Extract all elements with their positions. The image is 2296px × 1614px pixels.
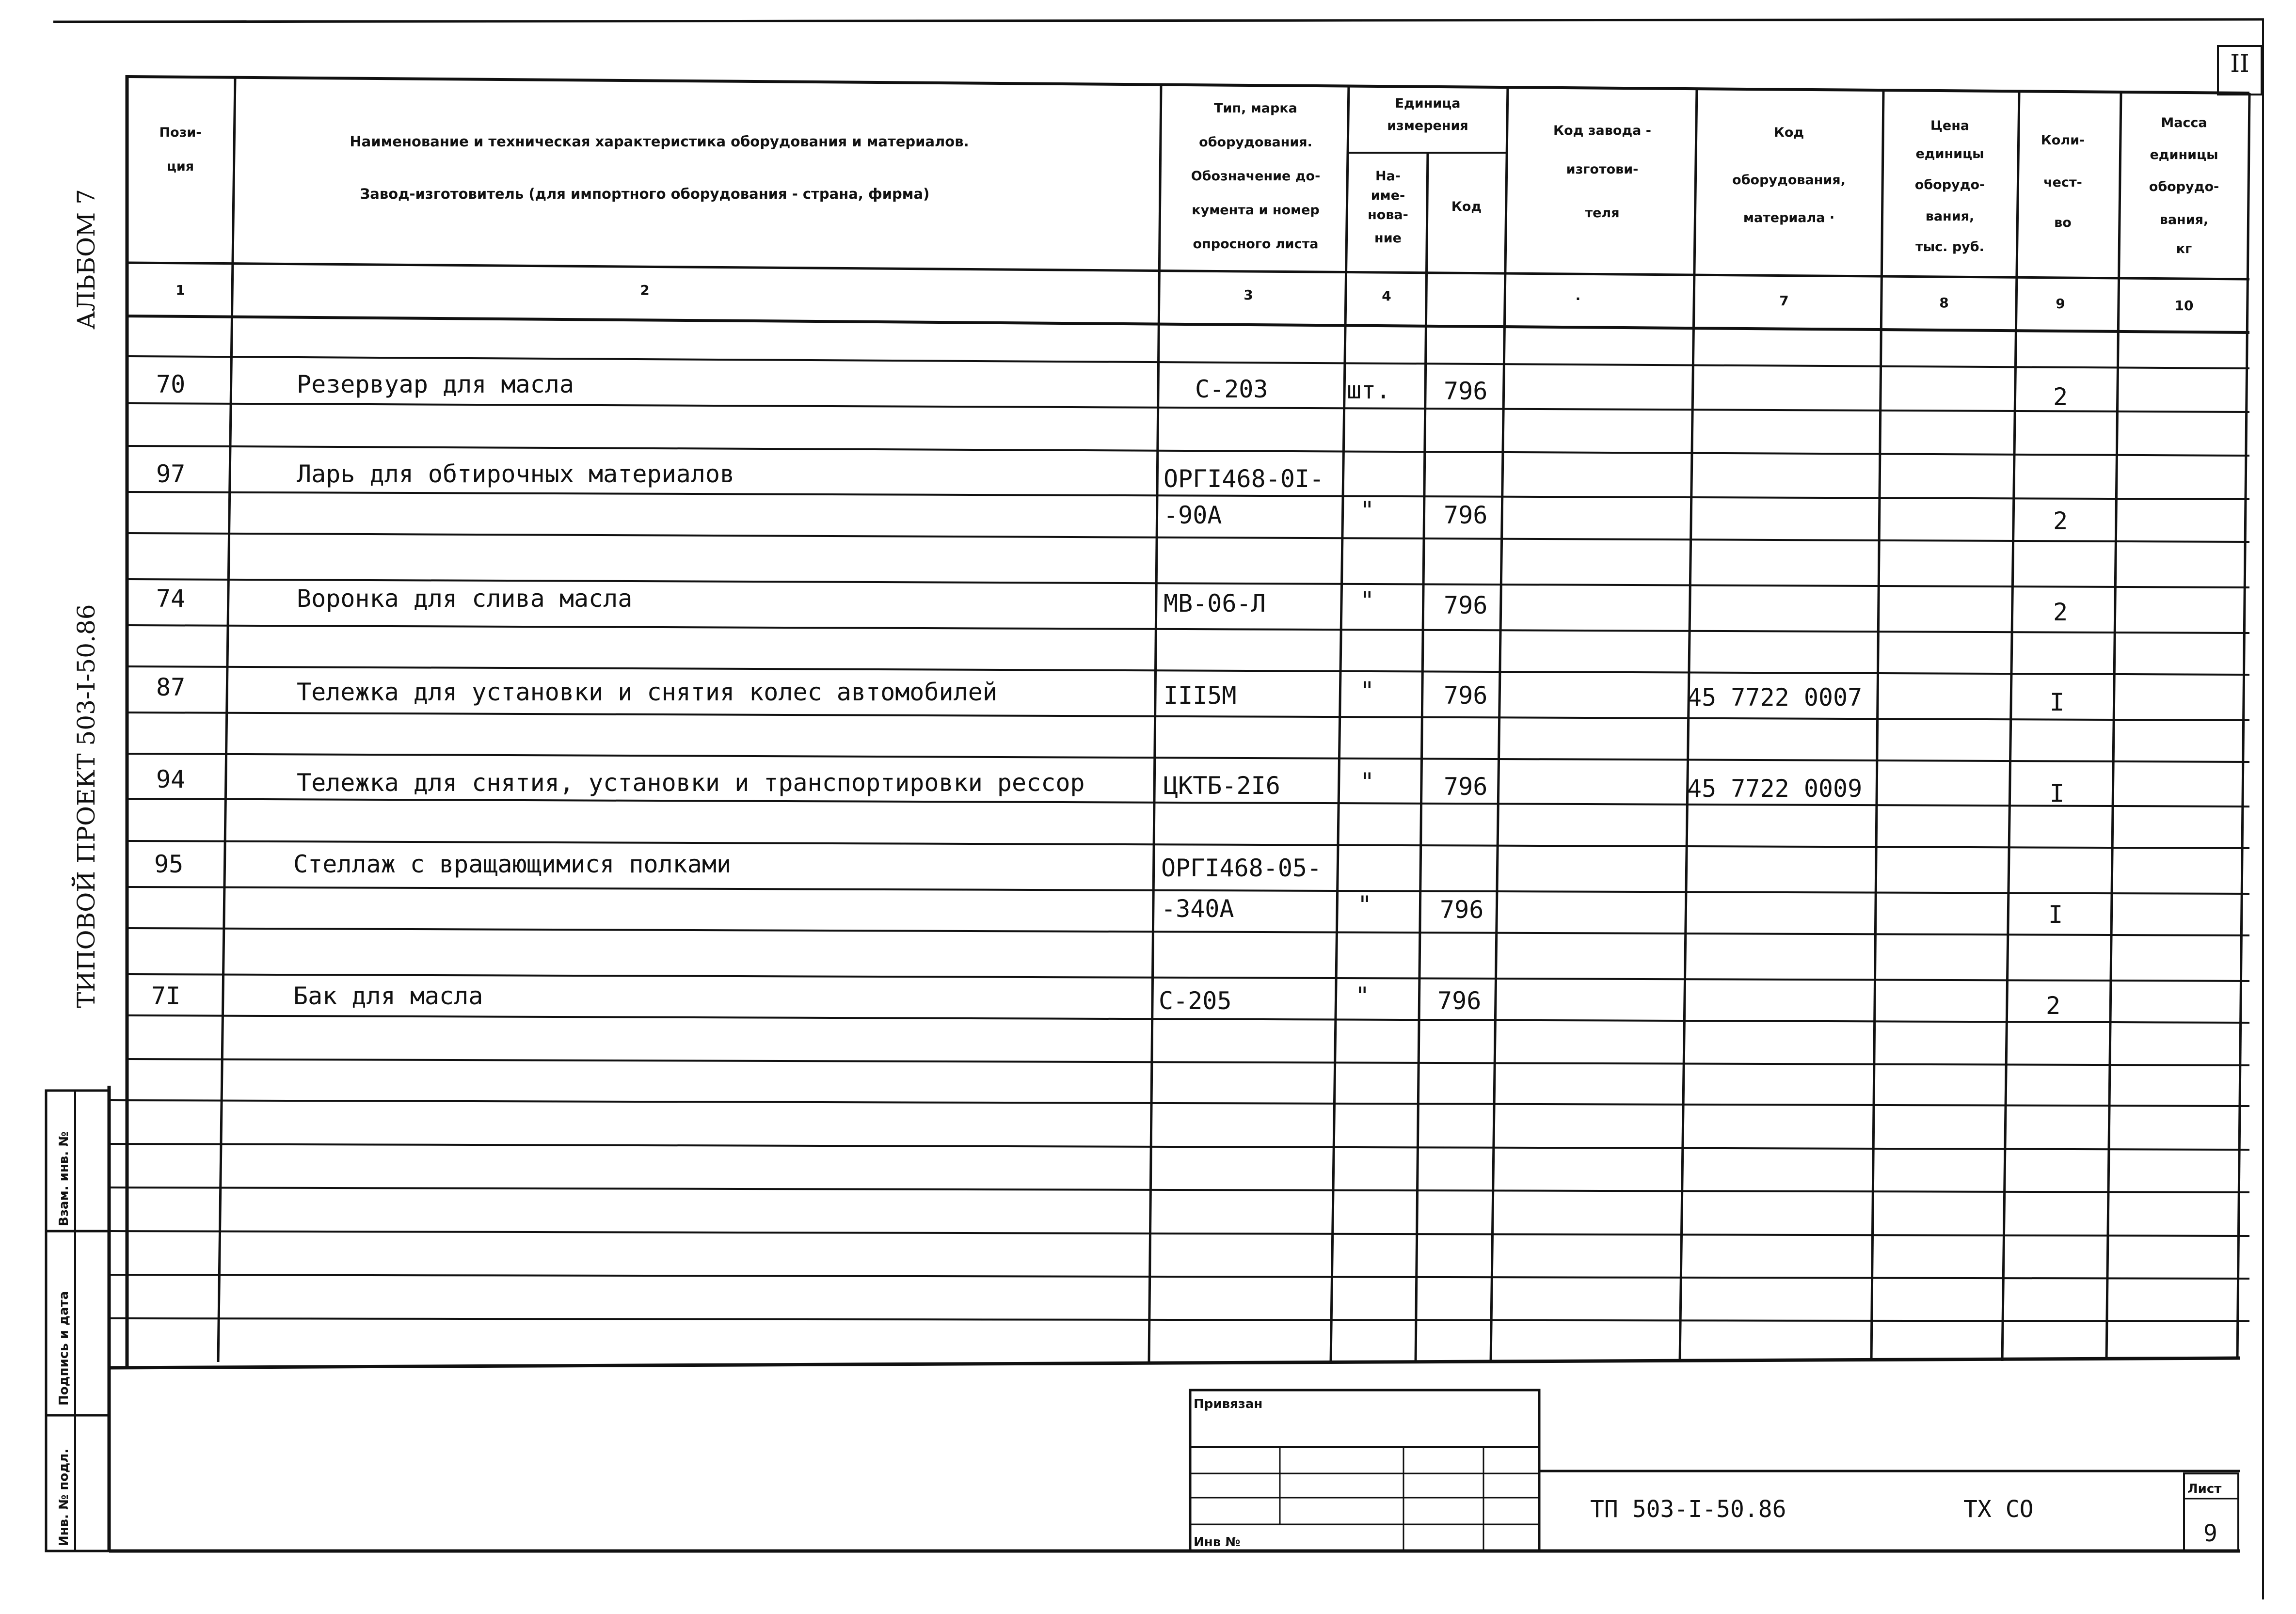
row-quantity: 2 [2053,507,2068,535]
title-block [1590,1473,2238,1551]
svg-text:·: · [1575,291,1581,307]
row-mark-continued: -340А [1161,895,1234,923]
row-unit: " [1360,586,1375,615]
row-position: 94 [156,765,186,793]
table-row [156,585,2068,626]
header-price [1915,118,1985,254]
svg-text:10: 10 [2174,298,2194,314]
row-name: Бак для масла [293,982,483,1010]
svg-text:3: 3 [1244,287,1253,303]
sheet-marker-box [2218,46,2262,95]
stamp-replacement-inv: Взам. инв. № [57,1131,71,1226]
svg-text:На-: На- [1375,169,1401,184]
section-code: ТХ СО [1963,1496,2034,1523]
svg-text:чест-: чест- [2043,175,2082,190]
row-name: Тележка для снятия, установки и транспортировки рессор [297,769,1085,797]
row-unit-code: 796 [1440,896,1484,924]
row-position: 70 [156,370,186,398]
row-unit-code: 796 [1444,501,1488,529]
row-equipment-code: 45 7722 0007 [1687,683,1863,712]
svg-text:Единица: Единица [1395,96,1461,111]
svg-text:единицы: единицы [2150,147,2218,162]
row-quantity: I [2050,779,2065,807]
svg-text:Обозначение до-: Обозначение до- [1191,169,1321,184]
table-row [151,982,2060,1020]
row-name: Тележка для установки и снятия колес автомобилей [297,678,997,706]
header-factory-code [1553,123,1651,221]
column-numbers [175,282,2193,314]
row-unit-code: 796 [1444,377,1488,405]
svg-text:9: 9 [2056,296,2065,312]
row-unit: шт. [1347,376,1391,404]
row-name: Стеллаж с вращающимися полками [293,850,732,878]
album-label: АЛЬБОМ 7 [72,189,100,330]
row-quantity: I [2048,901,2063,929]
header-name [350,133,969,202]
row-quantity: 2 [2053,598,2068,626]
row-mark: МВ-06-Л [1164,589,1266,617]
row-quantity: 2 [2053,383,2068,411]
document-code: ТП 503-I-50.86 [1590,1496,1786,1523]
svg-text:оборудо-: оборудо- [1914,177,1985,192]
row-unit: " [1355,982,1370,1010]
header-equipment-code [1732,125,1846,225]
svg-text:8: 8 [1939,295,1949,311]
header-position [159,125,202,174]
row-mark: С-203 [1195,375,1268,403]
row-position: 74 [156,585,186,613]
header-unit-code [1451,199,1482,214]
row-mark: ЦКТБ-2I6 [1164,772,1280,800]
row-name: Резервуар для масла [297,370,574,398]
equipment-table [127,77,2249,332]
svg-text:вания,: вания, [2159,212,2209,227]
row-unit: " [1357,891,1372,919]
row-position: 97 [156,460,186,488]
row-mark-continued: -90А [1164,501,1222,529]
left-stamp-boxes [46,1091,109,1551]
row-position: 7I [151,982,181,1010]
header-unit-group [1387,96,1468,133]
svg-text:Тип, марка: Тип, марка [1214,101,1297,116]
row-equipment-code: 45 7722 0009 [1687,775,1863,803]
table-row [156,673,2064,716]
svg-text:оборудования,: оборудования, [1732,173,1846,188]
project-label: ТИПОВОЙ ПРОЕКТ 503-I-50.86 [72,604,100,1008]
row-unit-code: 796 [1444,773,1488,801]
svg-text:опросного листа: опросного листа [1193,237,1319,252]
svg-text:ние: ние [1374,231,1402,246]
sheet-label: Лист [2187,1482,2222,1496]
row-unit-code: 796 [1437,987,1482,1015]
svg-text:ция: ция [166,159,194,174]
svg-text:во: во [2054,215,2072,230]
row-quantity: I [2050,688,2065,716]
svg-text:4: 4 [1382,288,1391,304]
svg-text:нова-: нова- [1368,207,1408,222]
svg-text:2: 2 [640,282,650,298]
svg-text:оборудования.: оборудования. [1199,135,1312,150]
svg-text:Код: Код [1451,199,1482,214]
svg-text:Код: Код [1773,125,1804,140]
row-position: 87 [156,673,186,701]
svg-text:оборудо-: оборудо- [2149,179,2219,194]
header-quantity [2041,133,2085,230]
svg-text:Завод-изготовитель (для импор: Завод-изготовитель (для импортного оборудования - страна, фирма) [360,186,930,202]
row-quantity: 2 [2046,992,2061,1020]
svg-text:вания,: вания, [1925,209,1975,224]
row-unit-code: 796 [1444,591,1488,619]
bound-label: Привязан [1194,1397,1263,1411]
svg-text:кумента и номер: кумента и номер [1192,203,1320,218]
row-name: Ларь для обтирочных материалов [297,460,735,488]
svg-text:име-: име- [1371,188,1405,203]
header-mass [2149,115,2219,256]
sheet-marker: II [2230,49,2249,78]
row-name: Воронка для слива масла [297,585,633,613]
table-row [156,765,2064,807]
svg-text:материала ·: материала · [1743,210,1835,225]
row-mark: ОРГI468-05- [1161,854,1322,882]
row-mark: С-205 [1159,987,1232,1015]
svg-text:7: 7 [1779,293,1789,309]
svg-text:единицы: единицы [1915,146,1984,161]
row-unit: " [1360,768,1375,796]
svg-text:теля: теля [1585,206,1620,221]
svg-text:Код завода -: Код завода - [1553,123,1651,138]
row-unit: " [1360,496,1375,524]
svg-text:Наименование и техническая хар: Наименование и техническая характеристика оборудования и материалов. [350,133,969,150]
svg-text:1: 1 [175,282,185,298]
svg-text:Масса: Масса [2161,115,2207,130]
table-header [159,96,2219,256]
svg-text:Пози-: Пози- [159,125,202,140]
header-type-mark [1191,101,1321,252]
svg-text:изготови-: изготови- [1566,162,1639,177]
svg-text:Цена: Цена [1930,118,1970,133]
row-unit: " [1360,677,1375,705]
side-labels [71,189,100,1008]
svg-text:кг: кг [2176,241,2192,256]
svg-text:Коли-: Коли- [2041,133,2085,148]
inventory-label: Инв № [1194,1535,1241,1550]
svg-text:тыс. руб.: тыс. руб. [1915,239,1984,254]
row-mark: III5М [1164,681,1237,710]
header-unit-name [1368,169,1408,246]
row-position: 95 [154,850,184,878]
row-unit-code: 796 [1444,681,1488,710]
stamp-signature-date: Подпись и дата [57,1291,71,1406]
row-mark: ОРГI468-0I- [1164,465,1324,493]
stamp-original-inv: Инв. № подл. [57,1448,71,1546]
svg-text:измерения: измерения [1387,118,1468,133]
binding-stamp [1190,1390,2240,1551]
sheet-number: 9 [2203,1520,2217,1547]
